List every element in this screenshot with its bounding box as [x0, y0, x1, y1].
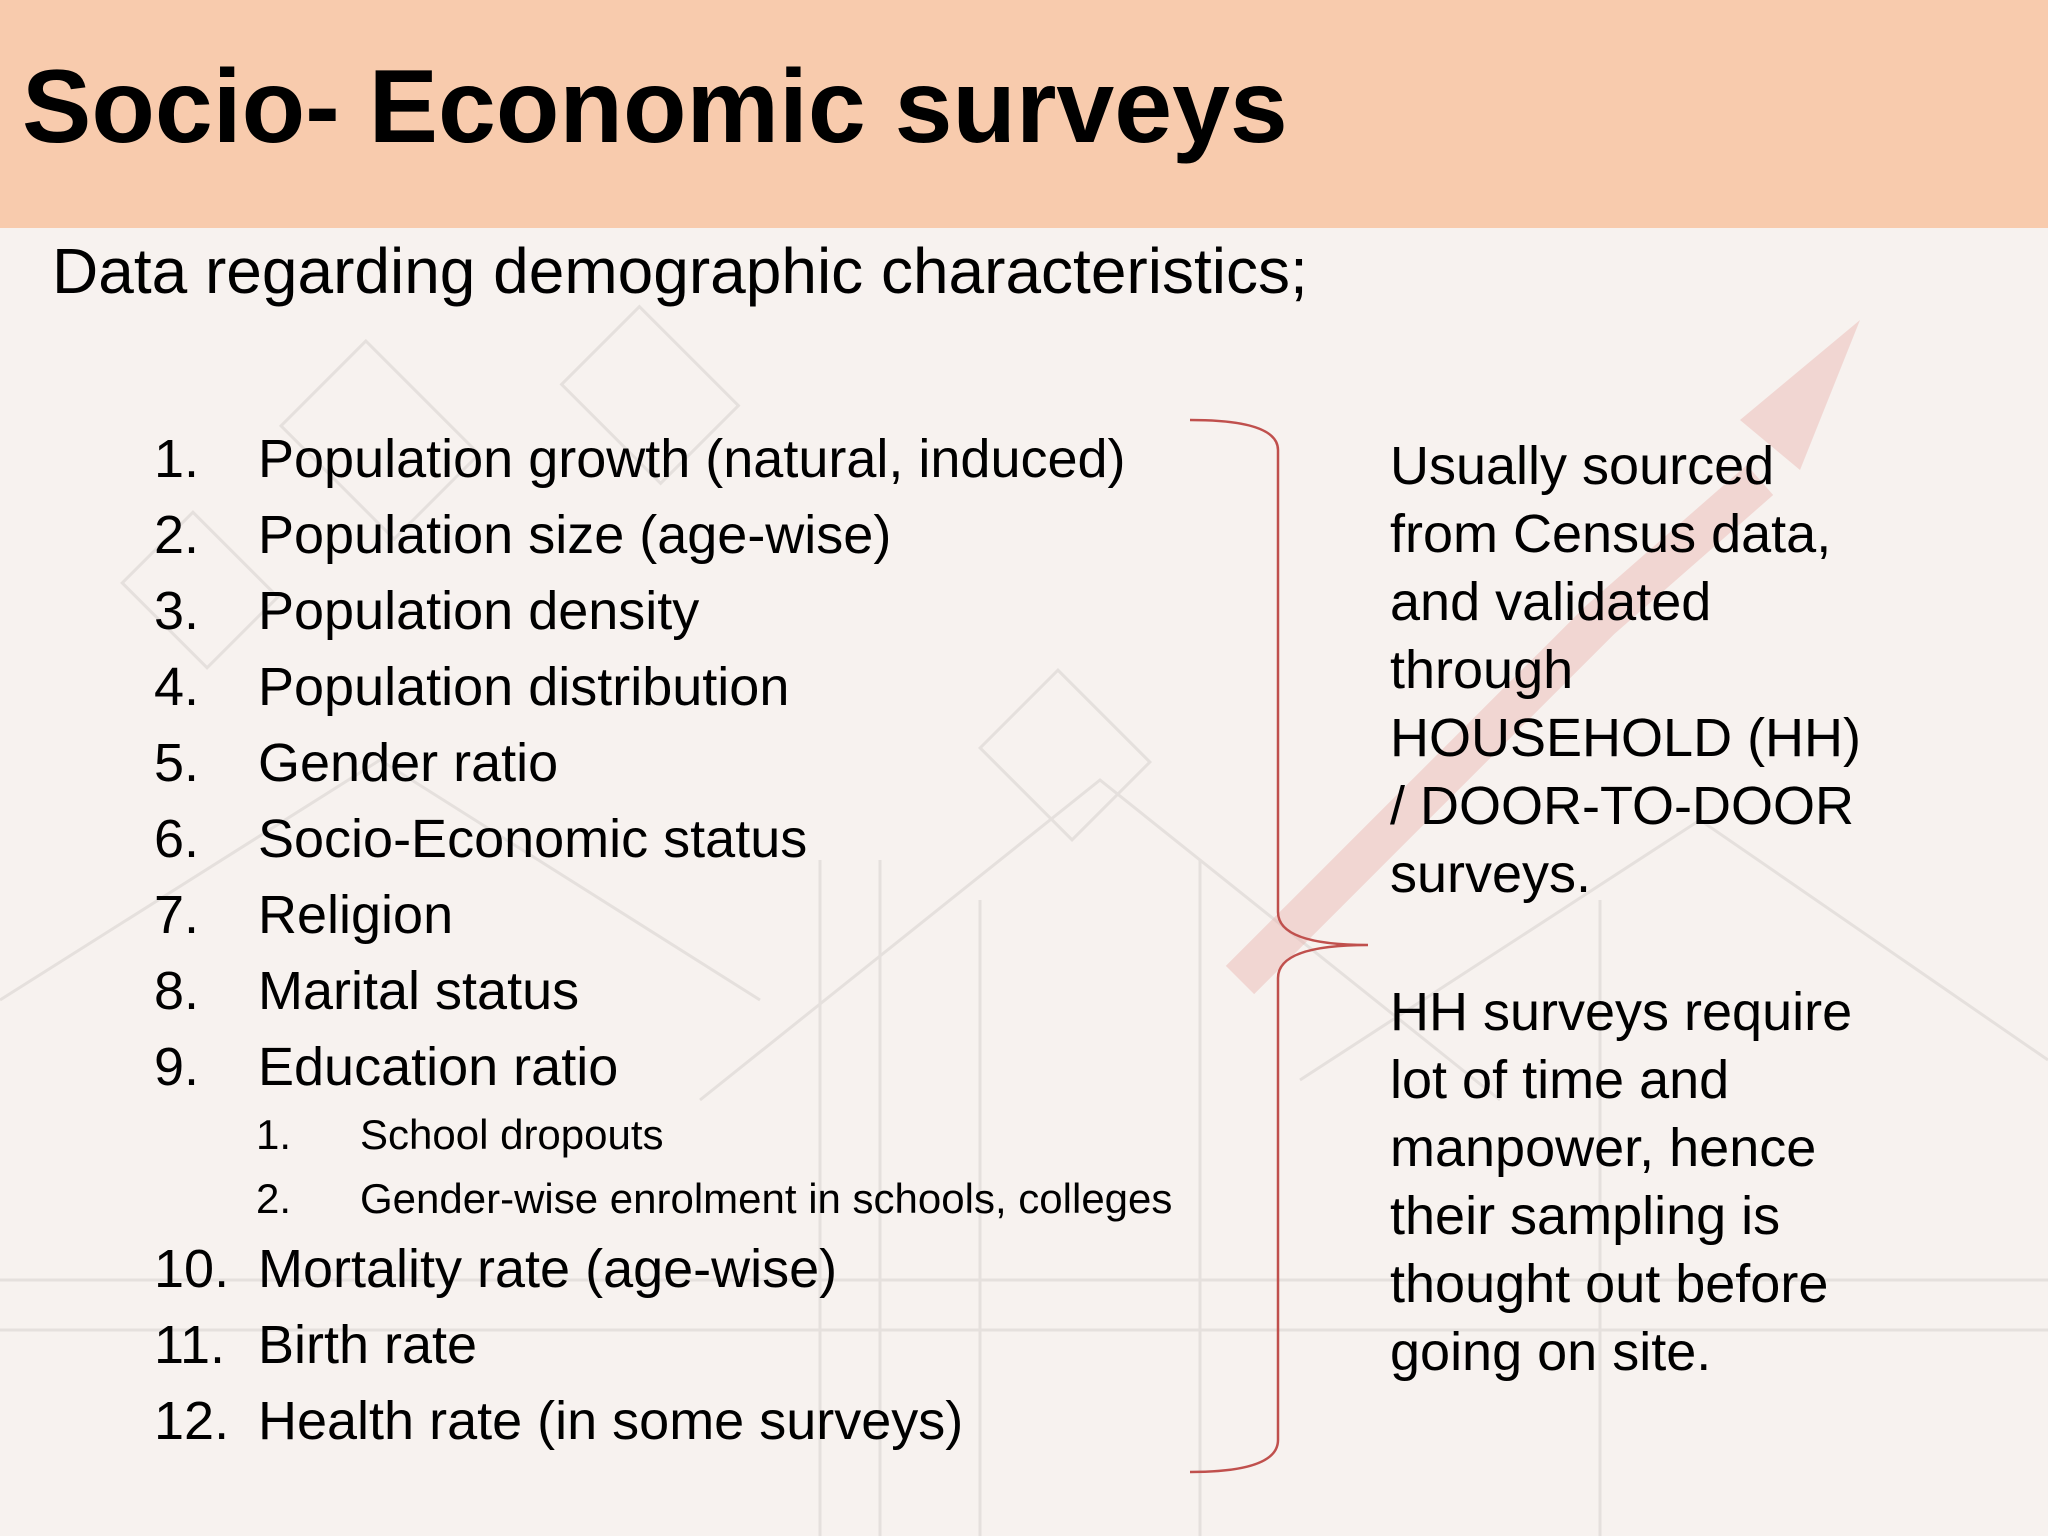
- slide-title: Socio- Economic surveys: [22, 49, 1288, 165]
- sub-list-item: 1. School dropouts: [256, 1111, 664, 1158]
- list-item: 11. Birth rate: [154, 1315, 478, 1375]
- list-item: 1. Population growth (natural, induced): [154, 429, 1126, 489]
- list-item: 8. Marital status: [154, 961, 580, 1021]
- note-census: Usually sourced from Census data, and validated through HOUSEHOLD (HH) / DOOR-TO-DOOR surveys.: [1390, 436, 1862, 904]
- list-item: 2. Population size (age-wise): [154, 505, 892, 565]
- sub-list-item: 2. Gender-wise enrolment in schools, colleges: [256, 1175, 1173, 1222]
- list-item: 5. Gender ratio: [154, 733, 559, 793]
- list-item: 3. Population density: [154, 581, 700, 641]
- list-item: 9. Education ratio: [154, 1037, 619, 1097]
- note-hh-surveys: HH surveys require lot of time and manpower, hence their sampling is thought out before going on site.: [1390, 982, 1853, 1382]
- list-item: 7. Religion: [154, 885, 454, 945]
- list-item: 10. Mortality rate (age-wise): [154, 1239, 838, 1299]
- list-item: 6. Socio-Economic status: [154, 809, 808, 869]
- list-item: 12. Health rate (in some surveys): [154, 1391, 964, 1451]
- list-item: 4. Population distribution: [154, 657, 790, 717]
- slide-subtitle: Data regarding demographic characteristics;: [52, 235, 1308, 307]
